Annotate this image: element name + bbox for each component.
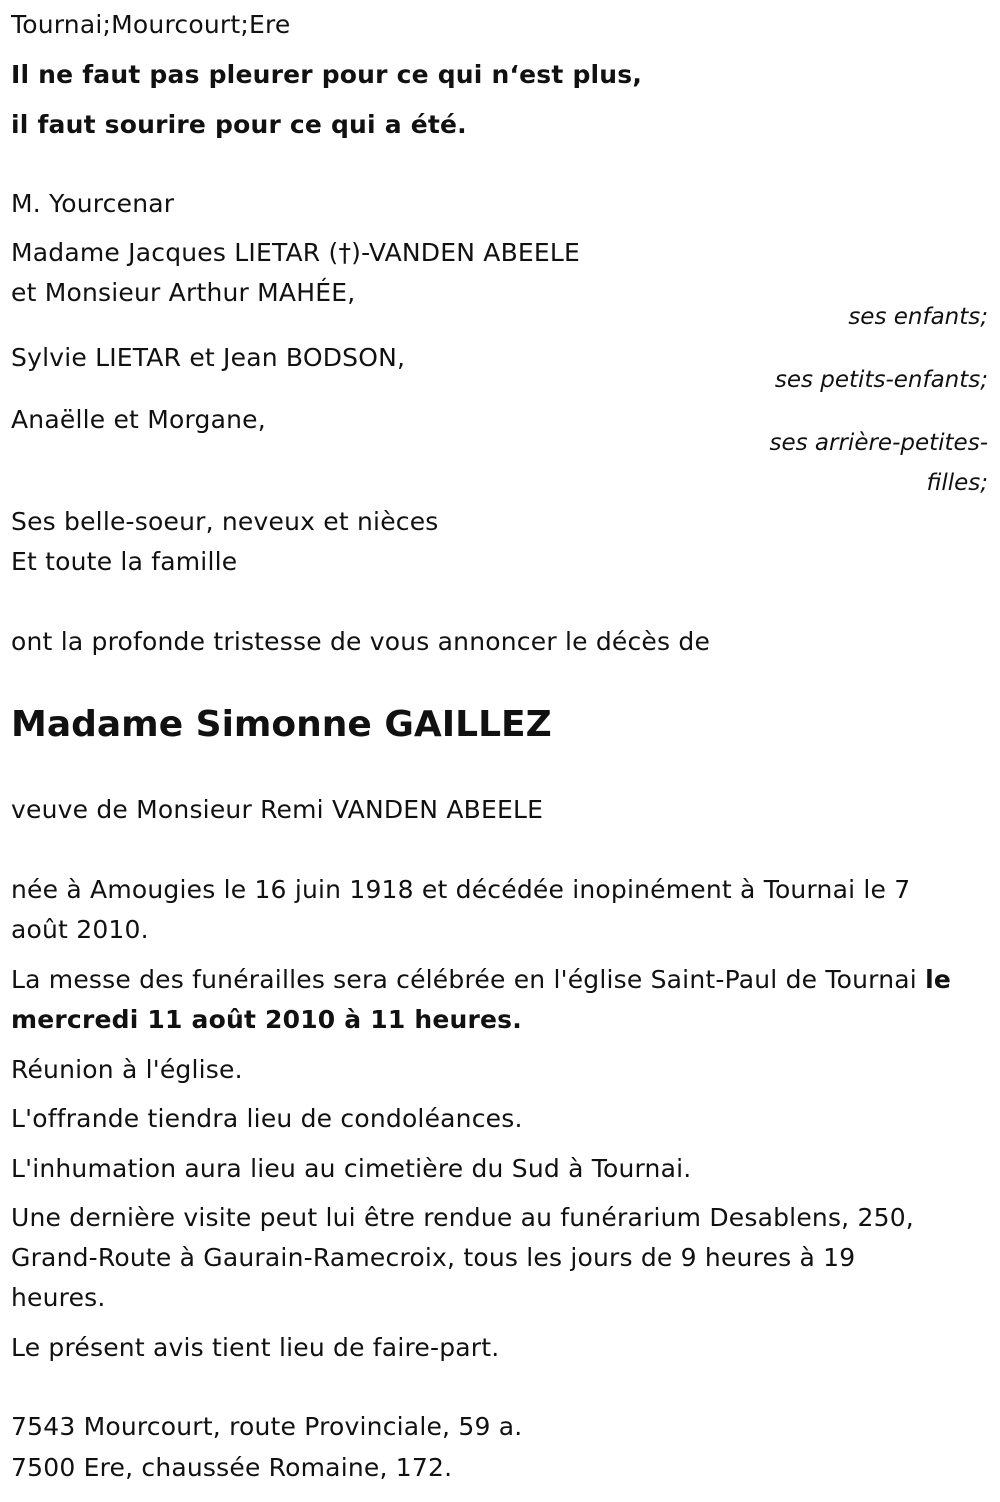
funeral-line-1-regular: La messe des funérailles sera célébrée en l'église Saint-Paul de Tournai (11, 965, 926, 994)
great-grandchildren-role-line-1: ses arrière-petites- (769, 430, 988, 456)
announcement-intro: ont la profonde tristesse de vous annoncer le décès de (11, 627, 711, 656)
deceased-name: Madame Simonne GAILLEZ (11, 704, 552, 745)
funeral-line-1-bold: le (925, 965, 951, 994)
visit-line-2: Grand-Route à Gaurain-Ramecroix, tous les jours de 9 heures à 19 (11, 1243, 856, 1272)
grandchildren: Sylvie LIETAR et Jean BODSON, (11, 343, 406, 372)
funeral-line-1 (11, 960, 951, 1000)
quote-line-2: il faut sourire pour ce qui a été. (11, 110, 467, 139)
funeral-line-2: mercredi 11 août 2010 à 11 heures. (11, 1005, 522, 1034)
offering-note: L'offrande tiendra lieu de condoléances. (11, 1104, 523, 1133)
great-grandchildren-role-line-2: filles; (926, 470, 988, 496)
children-role: ses enfants; (848, 304, 988, 330)
meeting-place: Réunion à l'église. (11, 1055, 243, 1084)
birth-death-line-2: août 2010. (11, 915, 149, 944)
widow-of: veuve de Monsieur Remi VANDEN ABEELE (11, 795, 544, 824)
burial-note: L'inhumation aura lieu au cimetière du Sud à Tournai. (11, 1154, 692, 1183)
other-family-line-2: Et toute la famille (11, 547, 238, 576)
address-1: 7543 Mourcourt, route Provinciale, 59 a. (11, 1412, 523, 1441)
notice-statement: Le présent avis tient lieu de faire-part. (11, 1333, 500, 1362)
quote-line-1: Il ne faut pas pleurer pour ce qui n‘est plus, (11, 60, 643, 89)
other-family-line-1: Ses belle-soeur, neveux et nièces (11, 507, 439, 536)
children-line-2: et Monsieur Arthur MAHÉE, (11, 278, 356, 307)
address-2: 7500 Ere, chaussée Romaine, 172. (11, 1453, 453, 1482)
header-locations: Tournai;Mourcourt;Ere (11, 10, 291, 39)
visit-line-3: heures. (11, 1283, 106, 1312)
birth-death-line-1: née à Amougies le 16 juin 1918 et décédée inopinément à Tournai le 7 (11, 875, 911, 904)
grandchildren-role: ses petits-enfants; (774, 367, 988, 393)
visit-line-1: Une dernière visite peut lui être rendue au funérarium Desablens, 250, (11, 1203, 914, 1232)
children-line-1: Madame Jacques LIETAR (†)-VANDEN ABEELE (11, 238, 581, 267)
quote-author: M. Yourcenar (11, 189, 175, 218)
great-grandchildren: Anaëlle et Morgane, (11, 405, 266, 434)
